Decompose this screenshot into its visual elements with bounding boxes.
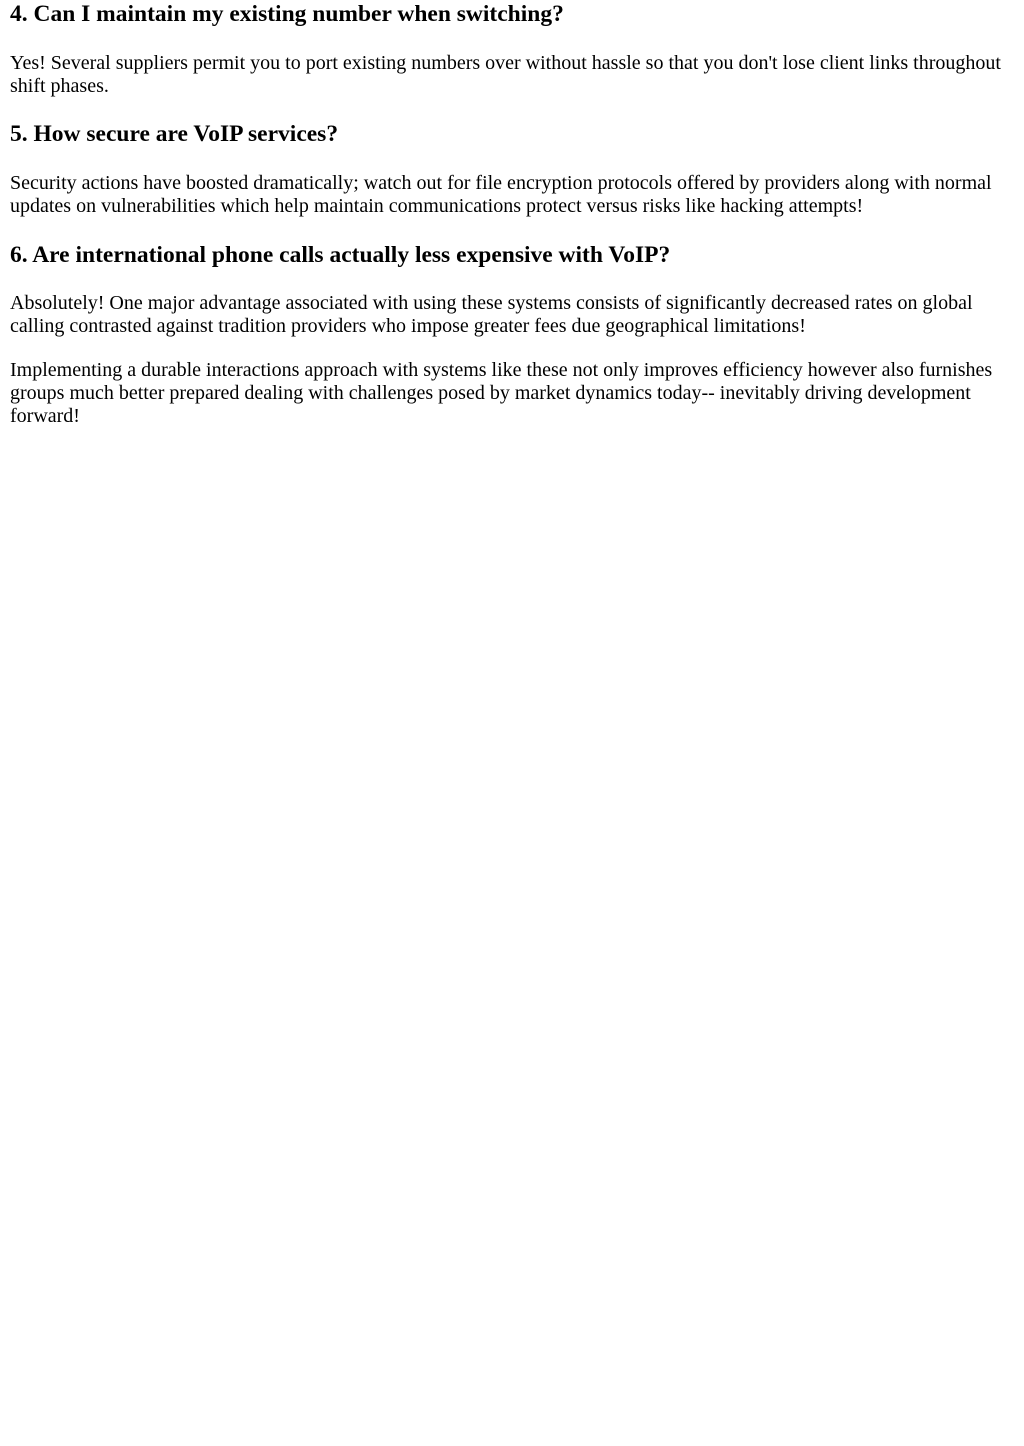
article-content: [10, 0, 1014, 428]
faq-question-5: 5. How secure are VoIP services?: [10, 121, 339, 147]
faq-answer-4: Yes! Several suppliers permit you to port existing numbers over without hassle so that you don't lose client links throughout shift phases.: [10, 52, 1001, 97]
closing-paragraph: Implementing a durable interactions approach with systems like these not only improves efficiency however also furnishes groups much better prepared dealing with challenges posed by market dynamics today-- inevitably driving development forward!: [10, 359, 993, 427]
faq-question-6: 6. Are international phone calls actually less expensive with VoIP?: [10, 242, 671, 268]
faq-question-4: 4. Can I maintain my existing number when switching?: [10, 1, 564, 27]
faq-answer-5: Security actions have boosted dramatically; watch out for file encryption protocols offered by providers along with normal updates on vulnerabilities which help maintain communications protect versus risks like hacking attempts!: [10, 172, 992, 217]
faq-answer-6: Absolutely! One major advantage associated with using these systems consists of significantly decreased rates on global calling contrasted against tradition providers who impose greater fees due geographical limitations!: [10, 292, 973, 337]
